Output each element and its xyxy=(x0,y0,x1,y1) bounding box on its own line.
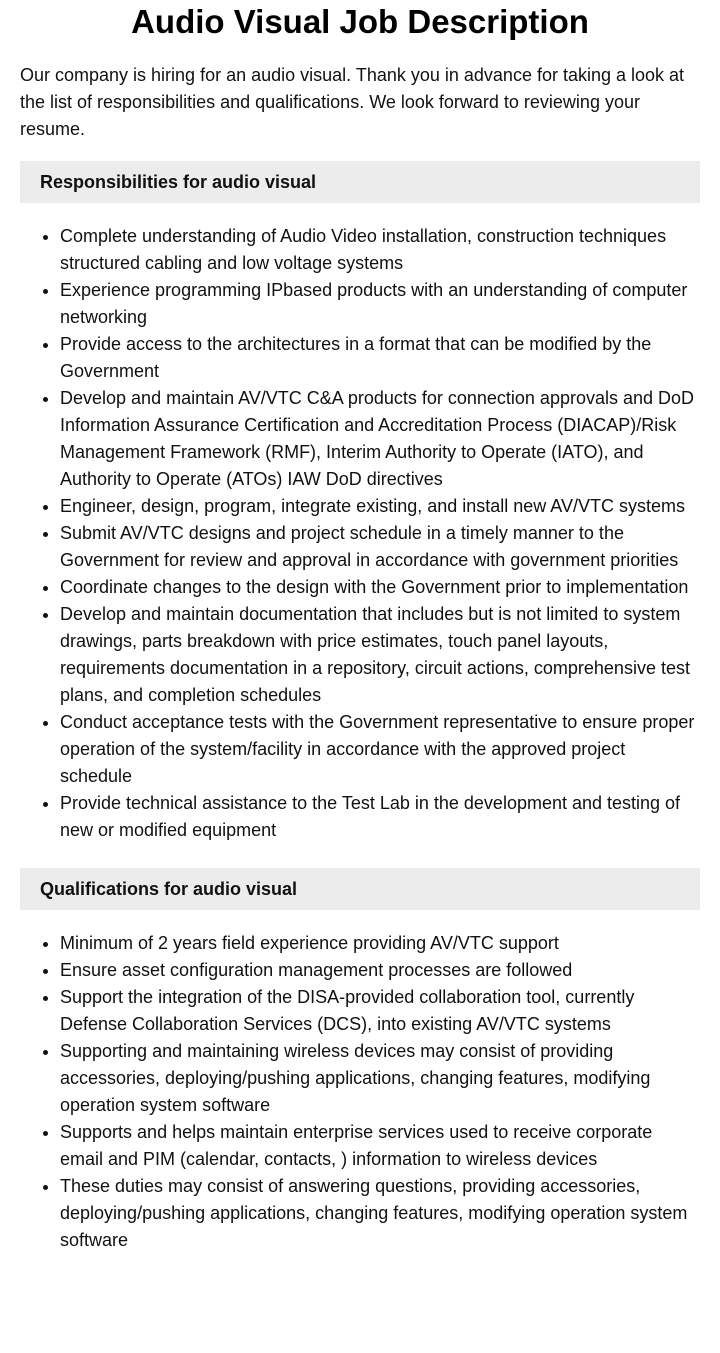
qualification-item: • Minimum of 2 years field experience providing AV/VTC support xyxy=(60,930,700,957)
responsibilities-list xyxy=(20,223,700,844)
responsibility-item: • Complete understanding of Audio Video installation, construction techniques structured cabling and low voltage systems xyxy=(60,223,700,277)
qualification-item: • These duties may consist of answering questions, providing accessories, deploying/pushing applications, changing features, modifying operation system software xyxy=(60,1173,700,1254)
responsibility-item: • Engineer, design, program, integrate existing, and install new AV/VTC systems xyxy=(60,493,700,520)
responsibility-item: • Develop and maintain documentation that includes but is not limited to system drawings, parts breakdown with price estimates, touch panel layouts, requirements documentation in a repository, circuit actions, comprehensive test plans, and completion schedules xyxy=(60,601,700,709)
responsibilities-heading: Responsibilities for audio visual xyxy=(20,161,700,203)
qualification-item: • Supporting and maintaining wireless devices may consist of providing accessories, deploying/pushing applications, changing features, modifying operation system software xyxy=(60,1038,700,1119)
page-title: Audio Visual Job Description xyxy=(131,3,589,40)
responsibility-item: • Provide access to the architectures in a format that can be modified by the Government xyxy=(60,331,700,385)
responsibility-item: • Develop and maintain AV/VTC C&A products for connection approvals and DoD Information Assurance Certification and Accreditation Process (DIACAP)/Risk Management Framework (RMF), Interim Authority to Operate (IATO), and Authority to Operate (ATOs) IAW DoD directives xyxy=(60,385,700,493)
qualification-item: • Supports and helps maintain enterprise services used to receive corporate email and PIM (calendar, contacts, ) information to wireless devices xyxy=(60,1119,700,1173)
responsibility-item: • Conduct acceptance tests with the Government representative to ensure proper operation of the system/facility in accordance with the approved project schedule xyxy=(60,709,700,790)
qualifications-list xyxy=(20,930,700,1254)
intro-paragraph: Our company is hiring for an audio visual. Thank you in advance for taking a look at the list of responsibilities and qualifications. We look forward to reviewing your resume. xyxy=(20,65,685,139)
qualification-item: • Ensure asset configuration management processes are followed xyxy=(60,957,700,984)
responsibility-item: • Experience programming IPbased products with an understanding of computer networking xyxy=(60,277,700,331)
responsibility-item: • Submit AV/VTC designs and project schedule in a timely manner to the Government for review and approval in accordance with government priorities xyxy=(60,520,700,574)
qualifications-heading: Qualifications for audio visual xyxy=(20,868,700,910)
qualification-item: • Support the integration of the DISA-provided collaboration tool, currently Defense Collaboration Services (DCS), into existing AV/VTC systems xyxy=(60,984,700,1038)
responsibility-item: • Provide technical assistance to the Test Lab in the development and testing of new or modified equipment xyxy=(60,790,700,844)
responsibility-item: • Coordinate changes to the design with the Government prior to implementation xyxy=(60,574,700,601)
